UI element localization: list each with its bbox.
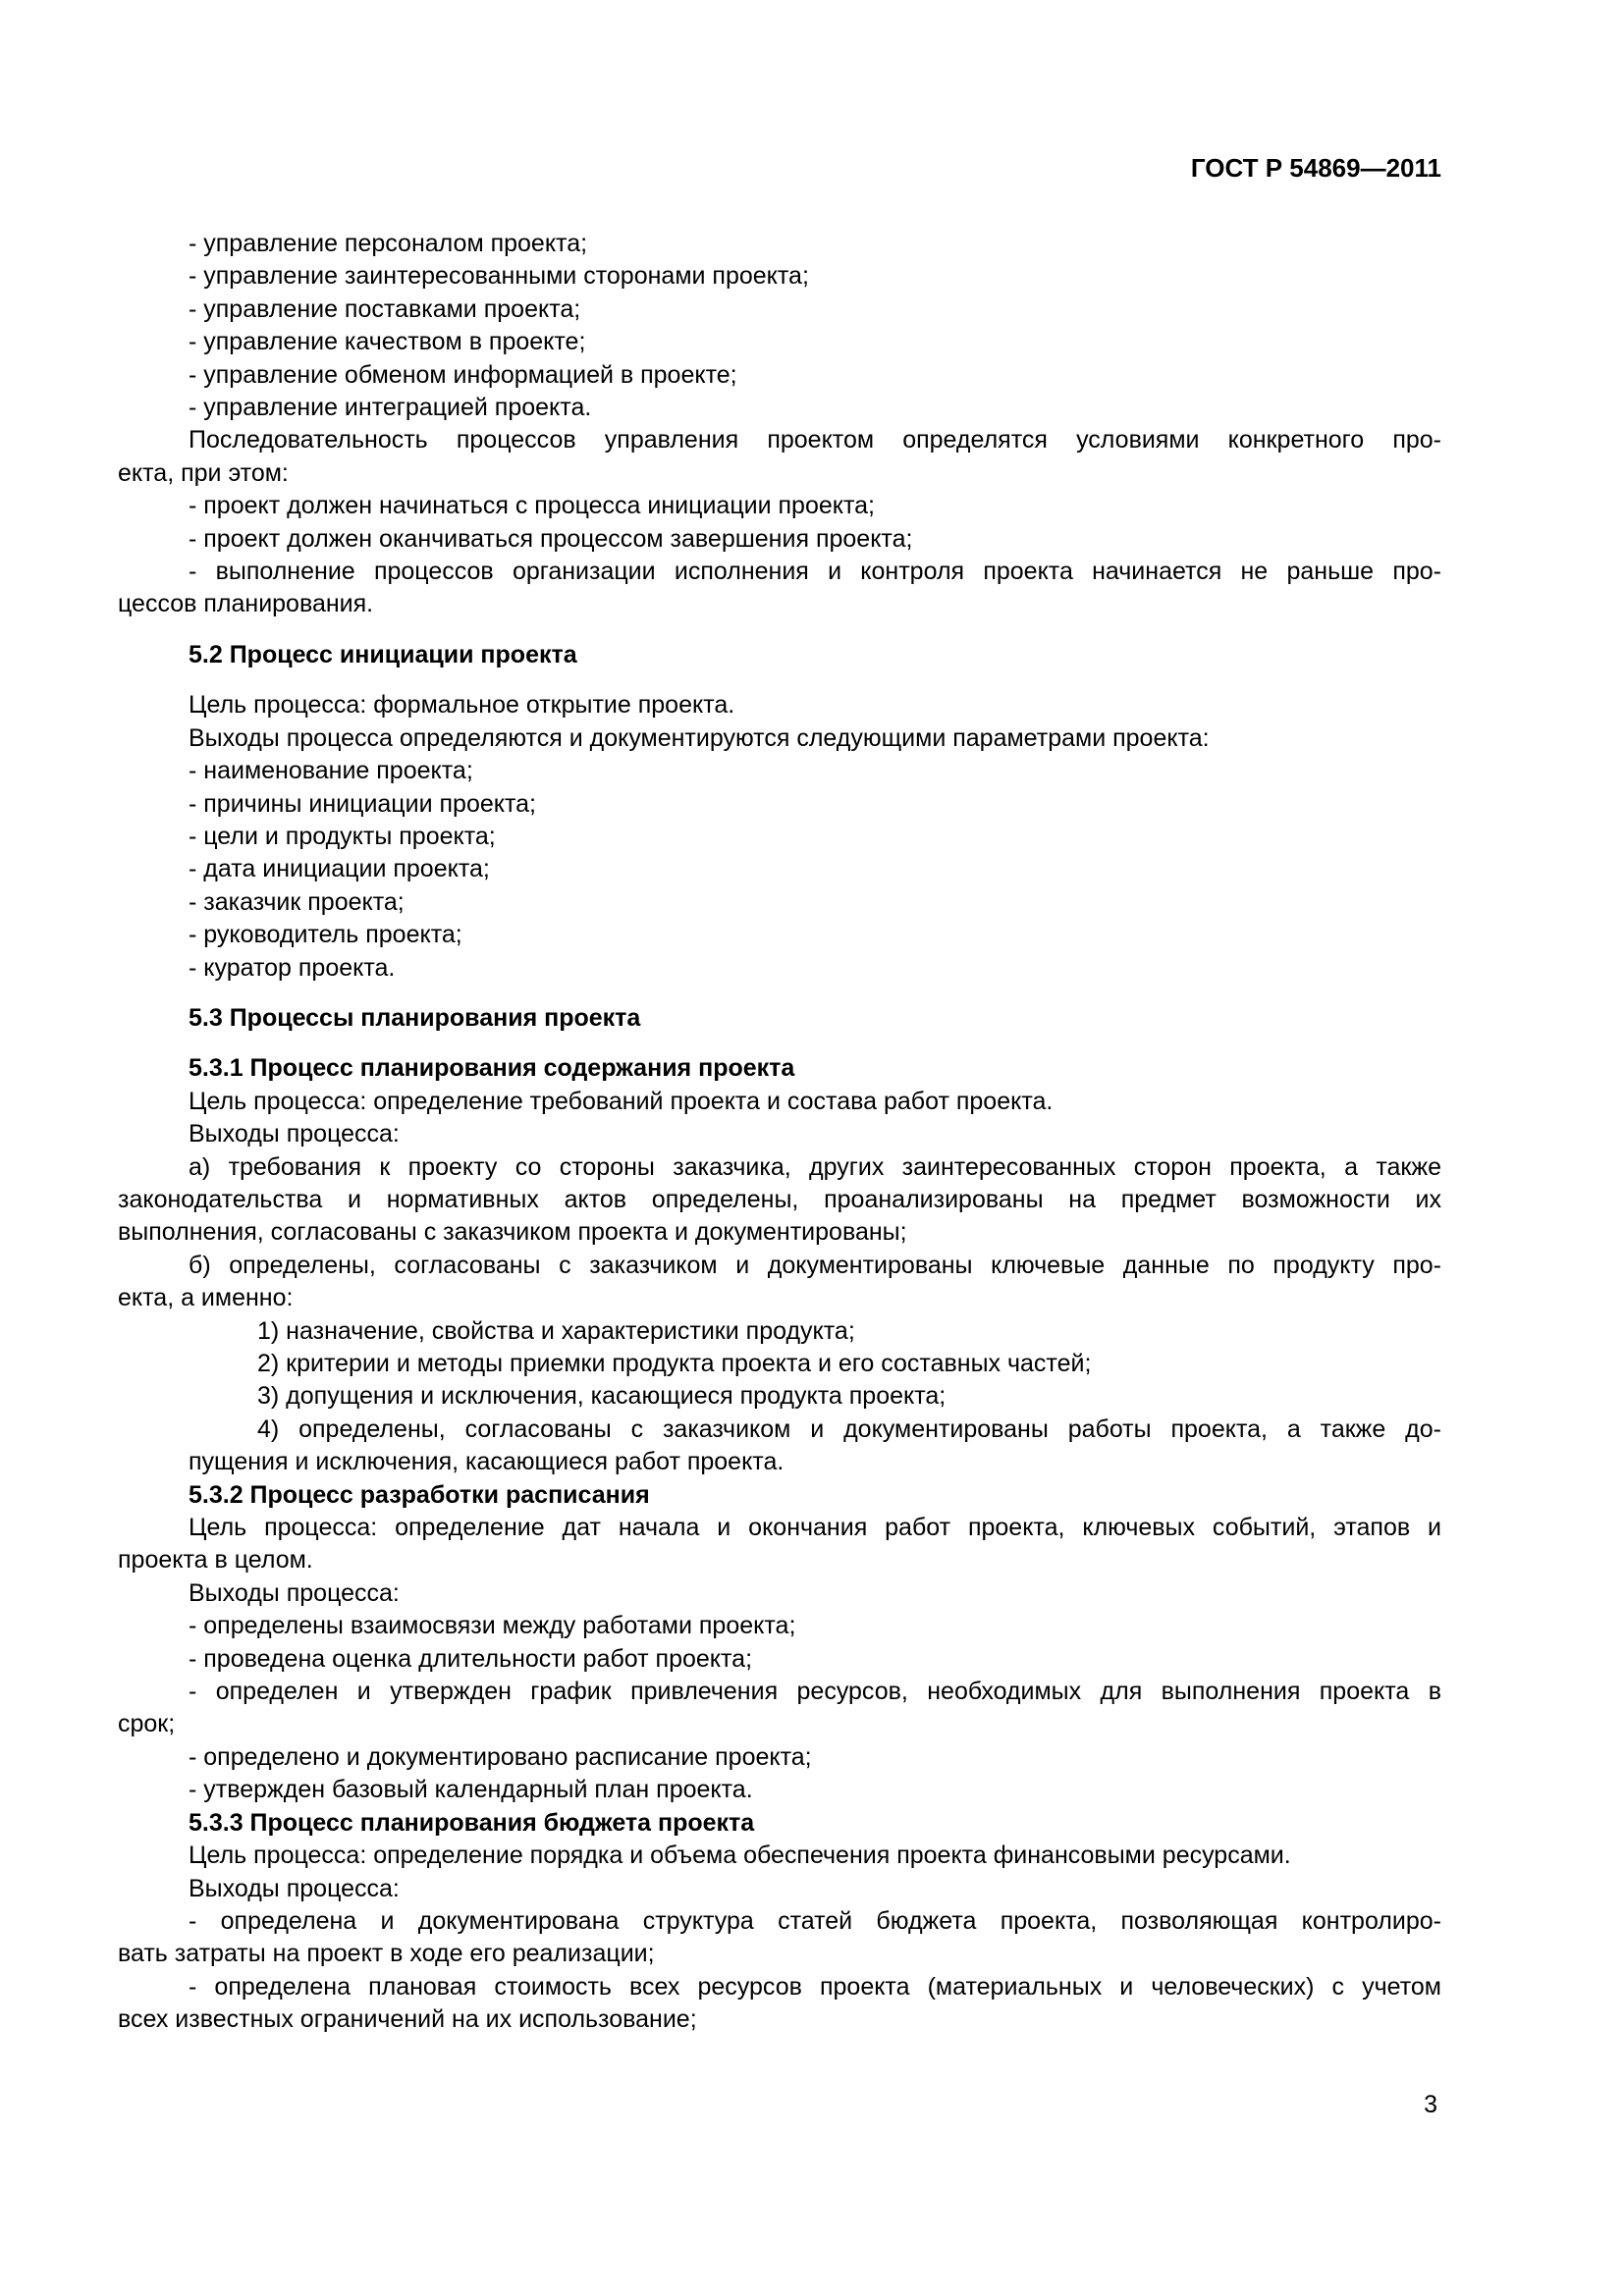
outputs-label: Выходы процесса: [189, 1874, 400, 1902]
goal-text-continuation: проекта в целом. [118, 1546, 313, 1575]
outputs-label: Выходы процесса: [189, 1578, 400, 1607]
document-header: ГОСТ Р 54869—2011 [1190, 153, 1441, 183]
subsection-heading-5-3-3: 5.3.3 Процесс планирования бюджета проекта [189, 1808, 755, 1837]
list-item: - управление заинтересованными сторонами проекта; [189, 262, 809, 291]
list-item: - проект должен оканчиваться процессом завершения проекта; [189, 524, 913, 553]
paragraph-line: б) определены, согласованы с заказчиком и документированы ключевые данные по продукту про- [189, 1251, 1441, 1279]
list-item: - управление персоналом проекта; [189, 230, 588, 257]
list-item-continuation: цессов планирования. [118, 590, 374, 618]
list-item: - определена и документирована структура статей бюджета проекта, позволяющая контролиро- [189, 1906, 1441, 1935]
list-item: - управление обменом информацией в проекте; [189, 360, 737, 389]
list-item: - утвержден базовый календарный план проекта. [189, 1776, 753, 1804]
goal-text: Цель процесса: определение порядка и объема обеспечения проекта финансовыми ресурсами. [189, 1842, 1291, 1870]
list-item: - управление интеграцией проекта. [189, 394, 592, 422]
outputs-intro: Выходы процесса определяются и документируются следующими параметрами проекта: [189, 723, 1210, 752]
numbered-item: 3) допущения и исключения, касающиеся продукта проекта; [257, 1382, 947, 1411]
paragraph-line: Последовательность процессов управления проектом определятся условиями конкретного про- [189, 426, 1441, 454]
numbered-item: 1) назначение, свойства и характеристики продукта; [257, 1316, 855, 1345]
list-item: - проект должен начинаться с процесса инициации проекта; [189, 492, 875, 520]
numbered-item: 2) критерии и методы приемки продукта проекта и его составных частей; [257, 1350, 1092, 1377]
numbered-item: 4) определены, согласованы с заказчиком и документированы работы проекта, а также до- [257, 1415, 1441, 1443]
paragraph-line: а) требования к проекту со стороны заказчика, других заинтересованных сторон проекта, а также [189, 1152, 1441, 1181]
outputs-label: Выходы процесса: [189, 1120, 400, 1148]
list-item: - дата инициации проекта; [189, 855, 490, 883]
list-item: - определен и утвержден график привлечения ресурсов, необходимых для выполнения проекта в [189, 1678, 1441, 1706]
goal-text: Цель процесса: определение требований проекта и состава работ проекта. [189, 1087, 1054, 1115]
page-body [118, 228, 1441, 2037]
subsection-heading-5-3-1: 5.3.1 Процесс планирования содержания проекта [189, 1054, 795, 1083]
list-item: - определено и документировано расписание проекта; [189, 1742, 812, 1771]
list-item: - куратор проекта. [189, 953, 396, 982]
list-item: - наименование проекта; [189, 757, 473, 785]
list-item-continuation: срок; [118, 1710, 176, 1738]
paragraph-line: выполнения, согласованы с заказчиком проекта и документированы; [118, 1218, 907, 1247]
numbered-item-continuation: пущения и исключения, касающиеся работ проекта. [189, 1448, 785, 1476]
list-item: - заказчик проекта; [189, 887, 405, 916]
goal-text: Цель процесса: формальное открытие проекта. [189, 691, 735, 720]
list-item: - причины инициации проекта; [189, 789, 536, 818]
list-item-continuation: вать затраты на проект в ходе его реализации; [118, 1940, 655, 1968]
subsection-heading-5-3-2: 5.3.2 Процесс разработки расписания [189, 1480, 650, 1509]
section-heading-5-3: 5.3 Процессы планирования проекта [189, 1003, 641, 1032]
list-item: - руководитель проекта; [189, 921, 462, 949]
list-item: - определены взаимосвязи между работами проекта; [189, 1612, 796, 1640]
paragraph-line: законодательства и нормативных актов определены, проанализированы на предмет возможности их [118, 1185, 1441, 1213]
list-item: - управление качеством в проекте; [189, 328, 586, 356]
goal-text: Цель процесса: определение дат начала и окончания работ проекта, ключевых событий, этапов и [189, 1514, 1441, 1542]
list-item: - определена плановая стоимость всех ресурсов проекта (материальных и человеческих) с учетом [189, 1972, 1441, 2001]
paragraph-line: екта, а именно: [118, 1284, 294, 1312]
list-item: - проведена оценка длительности работ проекта; [189, 1644, 753, 1673]
list-item: - выполнение процессов организации исполнения и контроля проекта начинается не раньше про- [189, 558, 1441, 586]
list-item: - управление поставками проекта; [189, 294, 581, 323]
page-number: 3 [1424, 2091, 1437, 2118]
list-item-continuation: всех известных ограничений на их использование; [118, 2005, 697, 2034]
paragraph-line: екта, при этом: [118, 458, 289, 487]
list-item: - цели и продукты проекта; [189, 822, 496, 850]
section-heading-5-2: 5.2 Процесс инициации проекта [189, 640, 577, 668]
